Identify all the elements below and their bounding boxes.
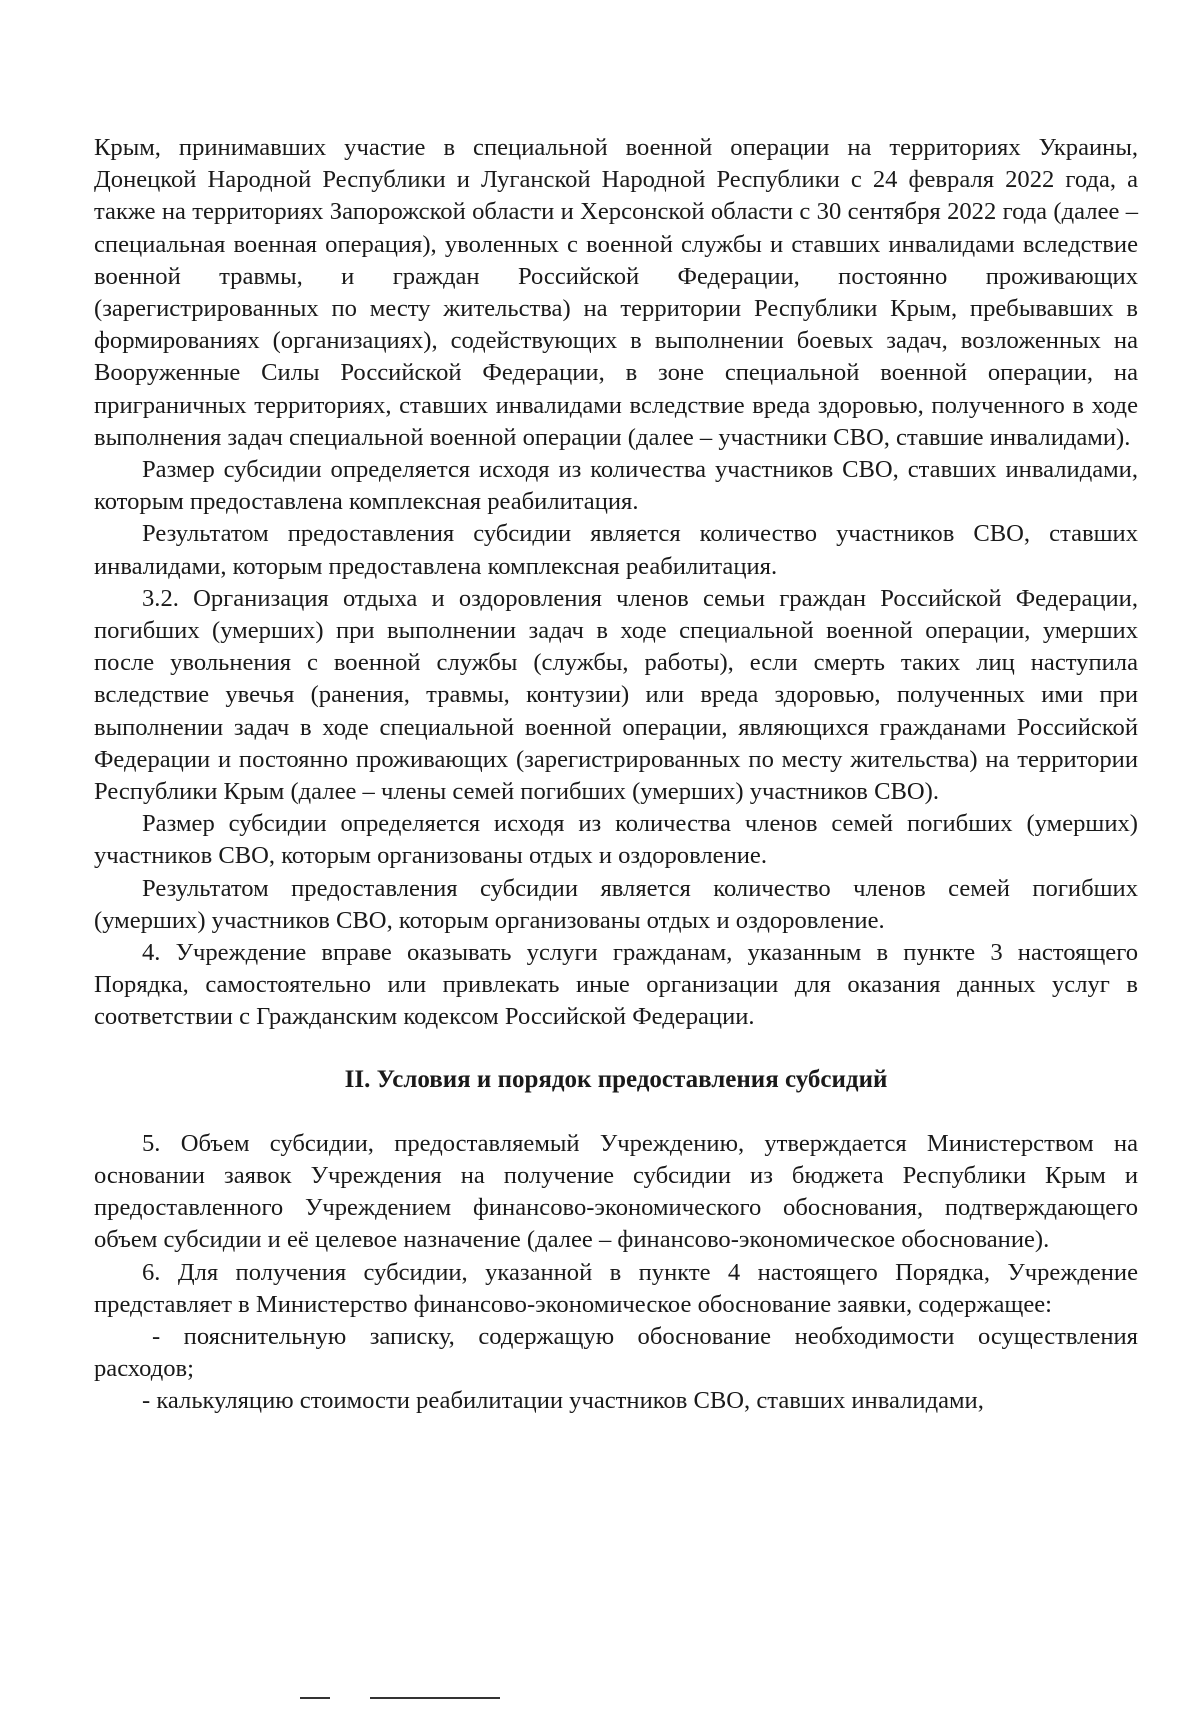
paragraph-subsidy-result-2: Результатом предоставления субсидии является количество членов семей погибших (умерших) участников СВО, которым организованы отдых и оздоровление. xyxy=(94,874,1138,934)
paragraph-subsidy-result-1: Результатом предоставления субсидии является количество участников СВО, ставших инвалидами, которым предоставлена комплексная реабилитация. xyxy=(94,520,1138,580)
list-item-calculation: - калькуляцию стоимости реабилитации участников СВО, ставших инвалидами, xyxy=(142,1387,984,1415)
paragraph-item-4: 4. Учреждение вправе оказывать услуги гражданам, указанным в пункте 3 настоящего Порядка, самостоятельно или привлекать иные организации для оказания данных услуг в соответствии с Гражданским кодексом Российской Федерации. xyxy=(94,939,1138,1031)
document-page xyxy=(94,132,1138,1418)
scan-mark xyxy=(370,1697,500,1699)
paragraph-item-3-2: 3.2. Организация отдыха и оздоровления членов семьи граждан Российской Федерации, погибших (умерших) при выполнении задач в ходе специальной военной операции, умерших после увольнения с военной службы (службы, работы), если смерть таких лиц наступила вследствие увечья (ранения, травмы, контузии) или вреда здоровью, полученных ими при выполнении задач в ходе специальной военной операции, являющихся гражданами Российской Федерации и постоянно проживающих (зарегистрированных по месту жительства) на территории Республики Крым (далее – члены семей погибших (умерших) участников СВО). xyxy=(94,584,1138,806)
paragraph-item-6: 6. Для получения субсидии, указанной в пункте 4 настоящего Порядка, Учреждение представляет в Министерство финансово-экономическое обоснование заявки, содержащее: xyxy=(94,1258,1138,1318)
list-item-explanatory-note: - пояснительную записку, содержащую обоснование необходимости осуществления расходов; xyxy=(94,1322,1138,1383)
paragraph-continuation: Крым, принимавших участие в специальной военной операции на территориях Украины, Донецкой Народной Республики и Луганской Народной Республики с 24 февраля 2022 года, а также на территориях Запорожской области и Херсонской области с 30 сентября 2022 года (далее – специальная военная операция), уволенных с военной службы и ставших инвалидами вследствие военной травмы, и граждан Российской Федерации, постоянно проживающих (зарегистрированных по месту жительства) на территории Республики Крым, пребывавших в формированиях (организациях), содействующих в выполнении боевых задач, возложенных на Вооруженные Силы Российской Федерации, в зоне специальной военной операции, на приграничных территориях, ставших инвалидами вследствие вреда здоровью, полученного в ходе выполнения задач специальной военной операции (далее – участники СВО, ставшие инвалидами). xyxy=(94,134,1138,451)
section-heading: II. Условия и порядок предоставления субсидий xyxy=(344,1065,888,1093)
paragraph-item-5: 5. Объем субсидии, предоставляемый Учреждению, утверждается Министерством на основании заявок Учреждения на получение субсидии из бюджета Республики Крым и предоставленного Учреждением финансово-экономического обоснования, подтверждающего объем субсидии и её целевое назначение (далее – финансово-экономическое обоснование). xyxy=(94,1129,1138,1254)
paragraph-subsidy-size-2: Размер субсидии определяется исходя из количества членов семей погибших (умерших) участников СВО, которым организованы отдых и оздоровление. xyxy=(94,810,1138,870)
scan-mark xyxy=(300,1697,330,1699)
scan-artifact-marks xyxy=(300,1694,500,1702)
paragraph-subsidy-size-1: Размер субсидии определяется исходя из количества участников СВО, ставших инвалидами, которым предоставлена комплексная реабилитация. xyxy=(94,456,1138,516)
